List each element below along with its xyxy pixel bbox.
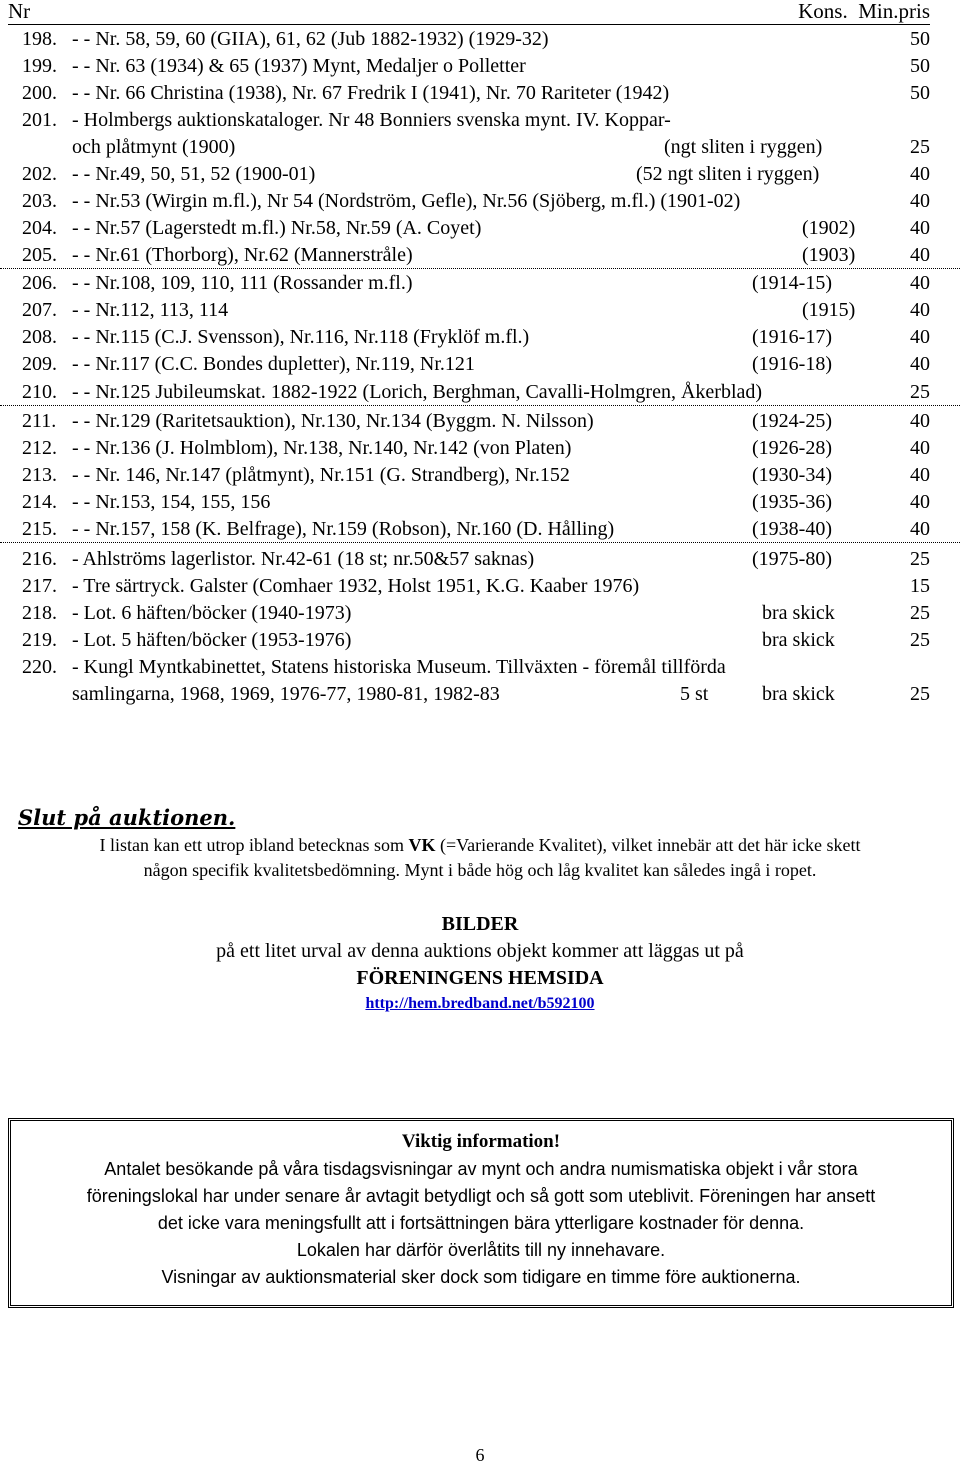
lot-min-price: 40 [910,163,930,185]
lot-number: 207. [22,299,57,321]
end-title: Slut på auktionen. [18,805,236,830]
lot-number: 199. [22,55,57,77]
lot-min-price: 40 [910,326,930,348]
lot-description: - - Nr.129 (Raritetsauktion), Nr.130, Nr.134 (Byggm. N. Nilsson) [72,410,594,432]
lot-number: 213. [22,464,57,486]
lot-description: - - Nr.153, 154, 155, 156 [72,491,271,513]
lot-description: - Ahlströms lagerlistor. Nr.42-61 (18 st; nr.50&57 saknas) [72,548,535,570]
lot-number: 201. [22,109,57,131]
lot-row [0,351,960,377]
page-number: 6 [475,1445,485,1465]
header-kons: Kons. [798,0,848,23]
lot-number: 198. [22,28,57,50]
lot-row [0,516,960,543]
info-line-5: Visningar av auktionsmaterial sker dock som tidigare en timme före auktionerna. [161,1267,801,1287]
lot-row [0,161,960,187]
note-vk: VK [408,835,436,855]
lot-description: - - Nr. 63 (1934) & 65 (1937) Mynt, Medaljer o Polletter [72,55,526,77]
lot-row [0,107,960,133]
lot-description: - - Nr. 58, 59, 60 (GIIA), 61, 62 (Jub 1882-1932) (1929-32) [72,28,549,50]
lot-date: (1938-40) [752,518,832,540]
lot-min-price: 25 [910,136,930,158]
bilder-line: på ett litet urval av denna auktions objekt kommer att läggas ut på [216,940,744,962]
lot-min-price: 40 [910,217,930,239]
lot-description: och plåtmynt (1900) [72,136,236,158]
lot-min-price: 25 [910,381,930,403]
lot-min-price: 40 [910,518,930,540]
lot-date: (1930-34) [752,464,832,486]
lot-row [0,215,960,241]
lot-date: (1914-15) [752,272,832,294]
lot-date: bra skick [762,629,835,651]
lot-row [0,462,960,488]
lot-row [0,573,960,599]
lot-min-price: 40 [910,491,930,513]
lot-description: - Lot. 5 häften/böcker (1953-1976) [72,629,352,651]
lot-number: 210. [22,381,57,403]
lot-description: - - Nr.136 (J. Holmblom), Nr.138, Nr.140, Nr.142 (von Platen) [72,437,572,459]
lot-number: 205. [22,244,57,266]
lot-date: bra skick [762,602,835,624]
lot-date: (1916-18) [752,353,832,375]
homepage-link[interactable]: http://hem.bredband.net/b592100 [365,995,595,1012]
lot-min-price: 25 [910,602,930,624]
lot-description: - - Nr.53 (Wirgin m.fl.), Nr 54 (Nordström, Gefle), Nr.56 (Sjöberg, m.fl.) (1901-02) [72,190,741,212]
lot-number: 208. [22,326,57,348]
lot-count: 5 st [680,683,709,705]
lot-min-price: 50 [910,28,930,50]
lot-date: (1975-80) [752,548,832,570]
lot-date: (1935-36) [752,491,832,513]
lot-row [0,600,960,626]
bilder-url-wrap [0,989,960,1017]
lot-row [0,627,960,653]
lot-min-price: 40 [910,410,930,432]
lot-description: - Tre särtryck. Galster (Comhaer 1932, Holst 1951, K.G. Kaaber 1976) [72,575,640,597]
lot-description: - - Nr. 146, Nr.147 (plåtmynt), Nr.151 (G. Strandberg), Nr.152 [72,464,570,486]
header-nr: Nr [8,0,31,23]
lot-date: (ngt sliten i ryggen) [664,136,823,158]
lot-description: - - Nr. 66 Christina (1938), Nr. 67 Fredrik I (1941), Nr. 70 Rariteter (1942) [72,82,670,104]
lot-row [0,297,960,323]
lot-number: 215. [22,518,57,540]
lot-row [0,681,960,707]
lot-row [0,546,960,572]
lot-row [0,379,960,406]
info-line-3: det icke vara meningsfullt att i fortsättningen bära ytterligare kostnader för denna. [157,1213,805,1233]
table-header [8,0,930,25]
info-line-1: Antalet besökande på våra tisdagsvisningar av mynt och andra numismatiska objekt i vår stora [104,1159,858,1179]
lot-row [0,654,960,680]
lot-number: 202. [22,163,57,185]
note-text-a: I listan kan ett utrop ibland betecknas som [99,835,409,855]
lot-number: 200. [22,82,57,104]
lot-number: 212. [22,437,57,459]
bilder-title: BILDER [441,913,519,935]
lot-number: 219. [22,629,57,651]
lot-row [0,188,960,214]
lot-row [0,270,960,296]
lot-description: - Holmbergs auktionskataloger. Nr 48 Bonniers svenska mynt. IV. Koppar- [72,109,671,131]
lot-description: - - Nr.112, 113, 114 [72,299,229,321]
lot-number: 203. [22,190,57,212]
lot-min-price: 50 [910,55,930,77]
lot-min-price: 40 [910,272,930,294]
lot-description: - - Nr.117 (C.C. Bondes dupletter), Nr.119, Nr.121 [72,353,475,375]
lot-number: 217. [22,575,57,597]
info-line-4: Lokalen har därför överlåtits till ny innehavare. [296,1240,666,1260]
lot-date: (1915) [802,299,856,321]
lot-min-price: 25 [910,629,930,651]
lot-min-price: 40 [910,299,930,321]
info-line-2: föreningslokal har under senare år avtagit betydligt och så gott som uteblivit. Föreningen har ansett [86,1186,876,1206]
lot-row [0,80,960,106]
info-box [8,1118,954,1308]
header-minpris: Min.pris [858,0,930,23]
lot-number: 211. [22,410,57,432]
lot-number: 204. [22,217,57,239]
lot-min-price: 40 [910,244,930,266]
note-text-c: (=Varierande Kvalitet), vilket innebär att det här icke skett [435,835,861,855]
lot-min-price: 15 [910,575,930,597]
lot-date: (1902) [802,217,856,239]
lot-description: - - Nr.57 (Lagerstedt m.fl.) Nr.58, Nr.59 (A. Coyet) [72,217,482,239]
lot-row [0,435,960,461]
lot-min-price: 25 [910,548,930,570]
lot-description: - - Nr.157, 158 (K. Belfrage), Nr.159 (Robson), Nr.160 (D. Hålling) [72,518,615,540]
header-kons-minpris [798,0,930,22]
lot-description: samlingarna, 1968, 1969, 1976-77, 1980-81, 1982-83 [72,683,500,705]
lot-number: 216. [22,548,57,570]
lot-row [0,489,960,515]
lot-row [0,134,960,160]
lot-date: (1916-17) [752,326,832,348]
vk-note [0,833,960,858]
lot-min-price: 40 [910,353,930,375]
lot-min-price: 40 [910,437,930,459]
vk-note-line2: någon specifik kvalitetsbedömning. Mynt i både hög och låg kvalitet kan således ingå i ropet. [143,860,817,880]
lot-date: (1926-28) [752,437,832,459]
lot-number: 209. [22,353,57,375]
lot-description: - - Nr.108, 109, 110, 111 (Rossander m.fl.) [72,272,413,294]
info-title: Viktig information! [401,1131,561,1152]
bilder-site: FÖRENINGENS HEMSIDA [356,967,604,989]
lot-min-price: 25 [910,683,930,705]
lot-number: 218. [22,602,57,624]
lot-row [0,408,960,434]
lot-row [0,53,960,79]
lot-date: (52 ngt sliten i ryggen) [636,163,820,185]
lot-number: 220. [22,656,57,678]
lot-min-price: 50 [910,82,930,104]
lot-number: 206. [22,272,57,294]
lot-min-price: 40 [910,190,930,212]
lot-row [0,324,960,350]
lot-description: - - Nr.125 Jubileumskat. 1882-1922 (Lorich, Berghman, Cavalli-Holmgren, Åkerblad) [72,381,763,403]
lot-description: - - Nr.61 (Thorborg), Nr.62 (Mannerstråle) [72,244,413,266]
lot-date: bra skick [762,683,835,705]
lot-date: (1903) [802,244,856,266]
lot-description: - - Nr.115 (C.J. Svensson), Nr.116, Nr.118 (Fryklöf m.fl.) [72,326,530,348]
lot-row [0,242,960,269]
lot-date: (1924-25) [752,410,832,432]
lot-description: - Kungl Myntkabinettet, Statens historiska Museum. Tillväxten - föremål tillförda [72,656,726,678]
lot-description: - Lot. 6 häften/böcker (1940-1973) [72,602,352,624]
lot-description: - - Nr.49, 50, 51, 52 (1900-01) [72,163,316,185]
lot-row [0,26,960,52]
lot-number: 214. [22,491,57,513]
lot-min-price: 40 [910,464,930,486]
